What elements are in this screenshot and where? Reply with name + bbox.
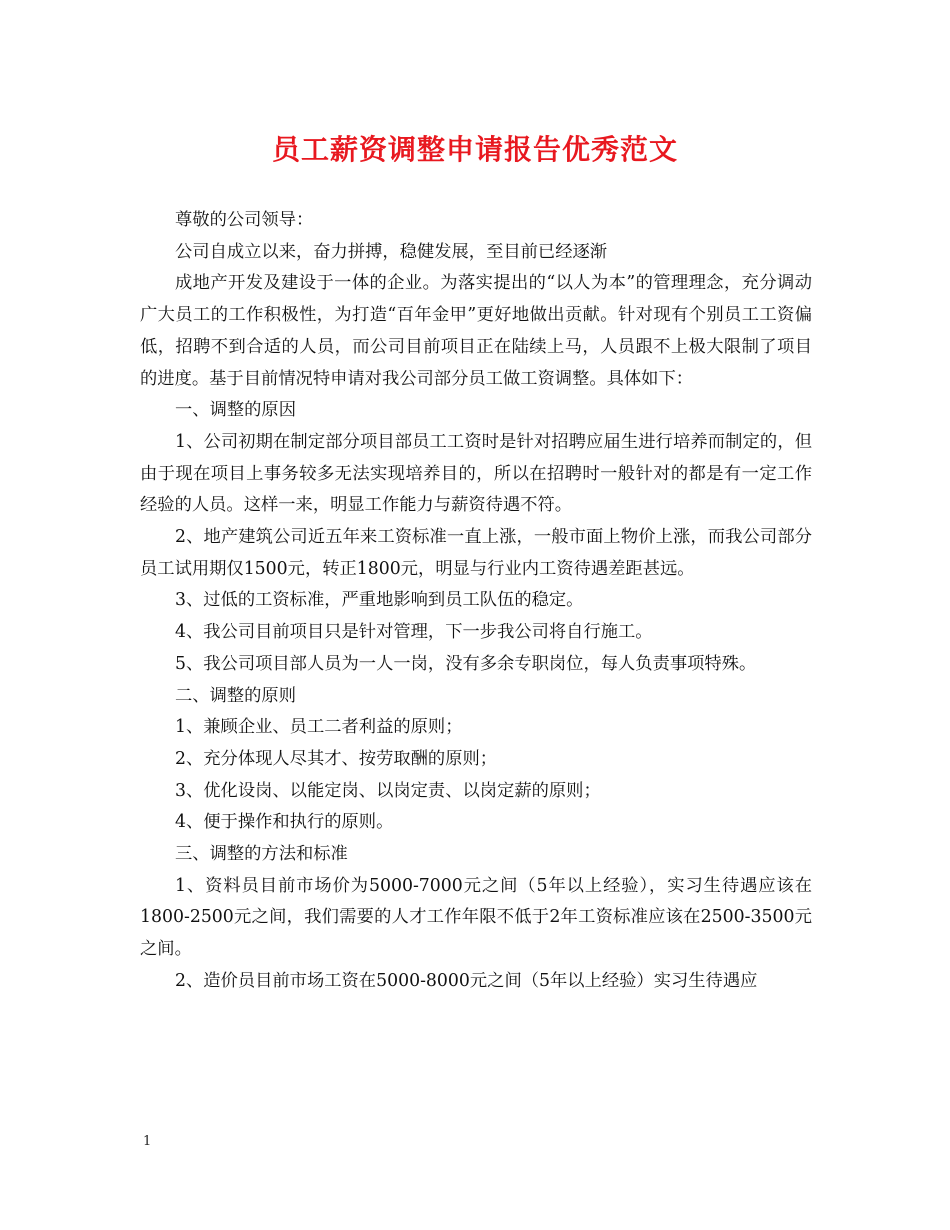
document-body [140, 205, 812, 998]
list-item: 3、优化设岗、以能定岗、以岗定责、以岗定薪的原则； [175, 780, 601, 801]
paragraph: 公司自成立以来，奋力拼搏，稳健发展，至目前已经逐渐 [175, 241, 608, 262]
paragraph: 3、过低的工资标准，严重地影响到员工队伍的稳定。 [175, 590, 584, 611]
section-heading: 一、调整的原因 [175, 400, 296, 421]
section-heading: 二、调整的原则 [175, 685, 296, 706]
document-title: 员工薪资调整申请报告优秀范文 [271, 133, 678, 166]
list-item: 2、充分体现人尽其才、按劳取酬的原则； [175, 748, 498, 769]
paragraph: 1、资料员目前市场价为5000-7000元之间（5年以上经验），实习生待遇应该在1800-2500元之间，我们需要的人才工作年限不低于2年工资标准应该在2500-3500元之间。 [140, 875, 812, 960]
page-number: 1 [143, 1134, 152, 1149]
paragraph: 2、地产建筑公司近五年来工资标准一直上涨，一般市面上物价上涨，而我公司部分员工试用期仅1500元，转正1800元，明显与行业内工资待遇差距甚远。 [140, 527, 812, 579]
list-item: 1、兼顾企业、员工二者利益的原则； [175, 717, 463, 738]
paragraph: 成地产开发及建设于一体的企业。为落实提出的“以人为本”的管理理念，充分调动广大员工的工作积极性，为打造“百年金甲”更好地做出贡献。针对现有个别员工工资偏低，招聘不到合适的人员，而公司目前项目正在陆续上马，人员跟不上极大限制了项目的进度。基于目前情况特申请对我公司部分员工做工资调整。具体如下： [140, 273, 812, 389]
paragraph: 2、造价员目前市场工资在5000-8000元之间（5年以上经验）实习生待遇应 [175, 970, 758, 991]
section-heading: 三、调整的方法和标准 [175, 844, 348, 865]
list-item: 4、便于操作和执行的原则。 [175, 812, 394, 833]
paragraph: 1、公司初期在制定部分项目部员工工资时是针对招聘应届生进行培养而制定的，但由于现在项目上事务较多无法实现培养目的，所以在招聘时一般针对的都是有一定工作经验的人员。这样一来，明显工作能力与薪资待遇不符。 [140, 431, 812, 516]
salutation: 尊敬的公司领导： [175, 210, 314, 230]
paragraph: 4、我公司目前项目只是针对管理，下一步我公司将自行施工。 [175, 622, 653, 643]
paragraph: 5、我公司项目部人员为一人一岗，没有多余专职岗位，每人负责事项特殊。 [175, 653, 757, 674]
